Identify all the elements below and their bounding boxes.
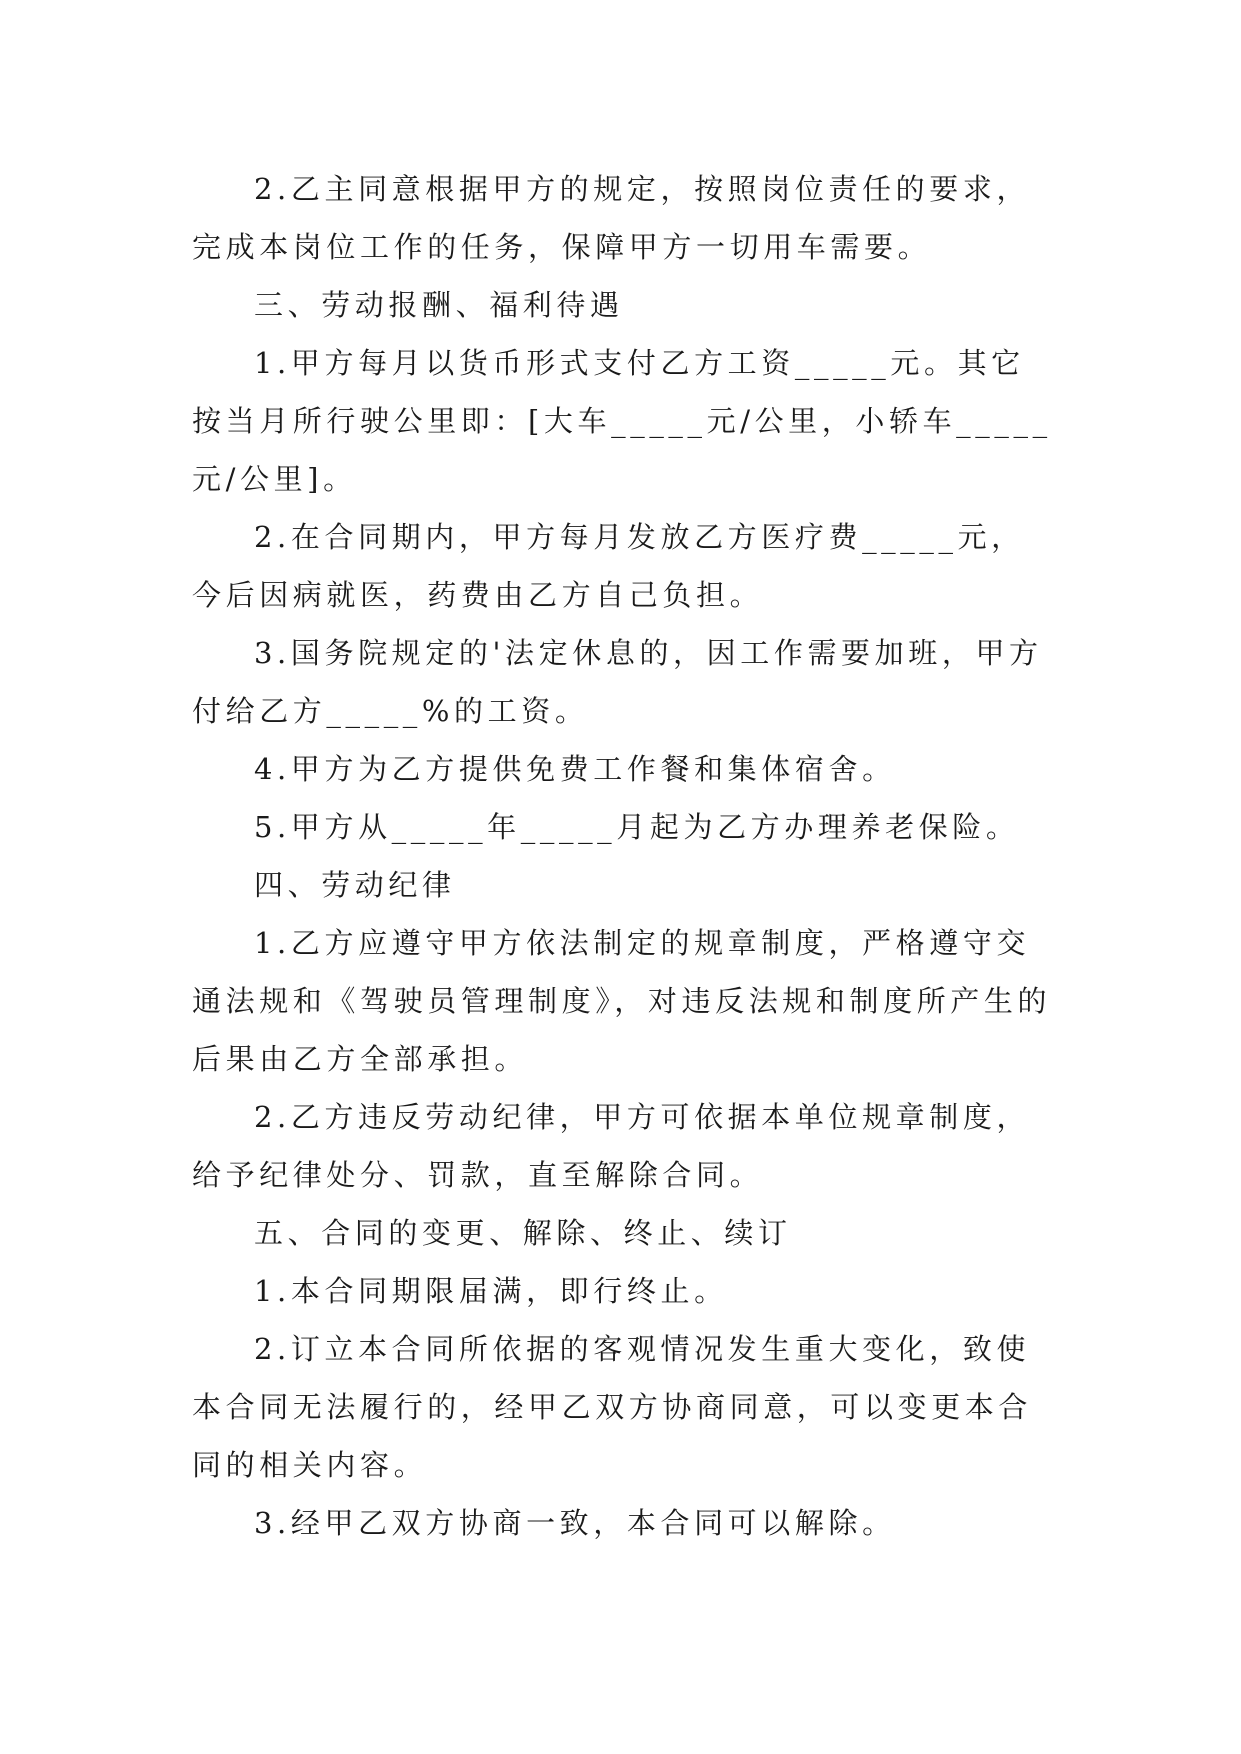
section-4-heading: 四、劳动纪律 bbox=[254, 868, 456, 902]
clause-4-2: 2.乙方违反劳动纪律，甲方可依据本单位规章制度，给予纪律处分、罚款，直至解除合同。 bbox=[192, 1100, 1031, 1192]
clause-3-5: 5.甲方从_____年_____月起为乙方办理养老保险。 bbox=[254, 810, 1020, 844]
clause-3-1: 1.甲方每月以货币形式支付乙方工资_____元。其它按当月所行驶公里即：[大车_____元/公里，小轿车_____元/公里]。 bbox=[192, 346, 1052, 496]
clause-5-1: 1.本合同期限届满，即行终止。 bbox=[254, 1274, 728, 1308]
document-body bbox=[192, 160, 1052, 1552]
clause-3-3: 3.国务院规定的'法定休息的，因工作需要加班，甲方付给乙方_____%的工资。 bbox=[192, 636, 1043, 728]
section-5-heading: 五、合同的变更、解除、终止、续订 bbox=[254, 1216, 792, 1250]
section-3-heading: 三、劳动报酬、福利待遇 bbox=[254, 288, 624, 322]
clause-4-1: 1.乙方应遵守甲方依法制定的规章制度，严格遵守交通法规和《驾驶员管理制度》，对违反法规和制度所产生的后果由乙方全部承担。 bbox=[192, 926, 1052, 1076]
clause-2-2: 2.乙主同意根据甲方的规定，按照岗位责任的要求，完成本岗位工作的任务，保障甲方一切用车需要。 bbox=[192, 172, 1031, 264]
clause-5-3: 3.经甲乙双方协商一致，本合同可以解除。 bbox=[254, 1506, 896, 1540]
clause-5-2: 2.订立本合同所依据的客观情况发生重大变化，致使本合同无法履行的，经甲乙双方协商同意，可以变更本合同的相关内容。 bbox=[192, 1332, 1033, 1482]
clause-3-4: 4.甲方为乙方提供免费工作餐和集体宿舍。 bbox=[254, 752, 896, 786]
clause-3-2: 2.在合同期内，甲方每月发放乙方医疗费_____元，今后因病就医，药费由乙方自己负担。 bbox=[192, 520, 1025, 612]
